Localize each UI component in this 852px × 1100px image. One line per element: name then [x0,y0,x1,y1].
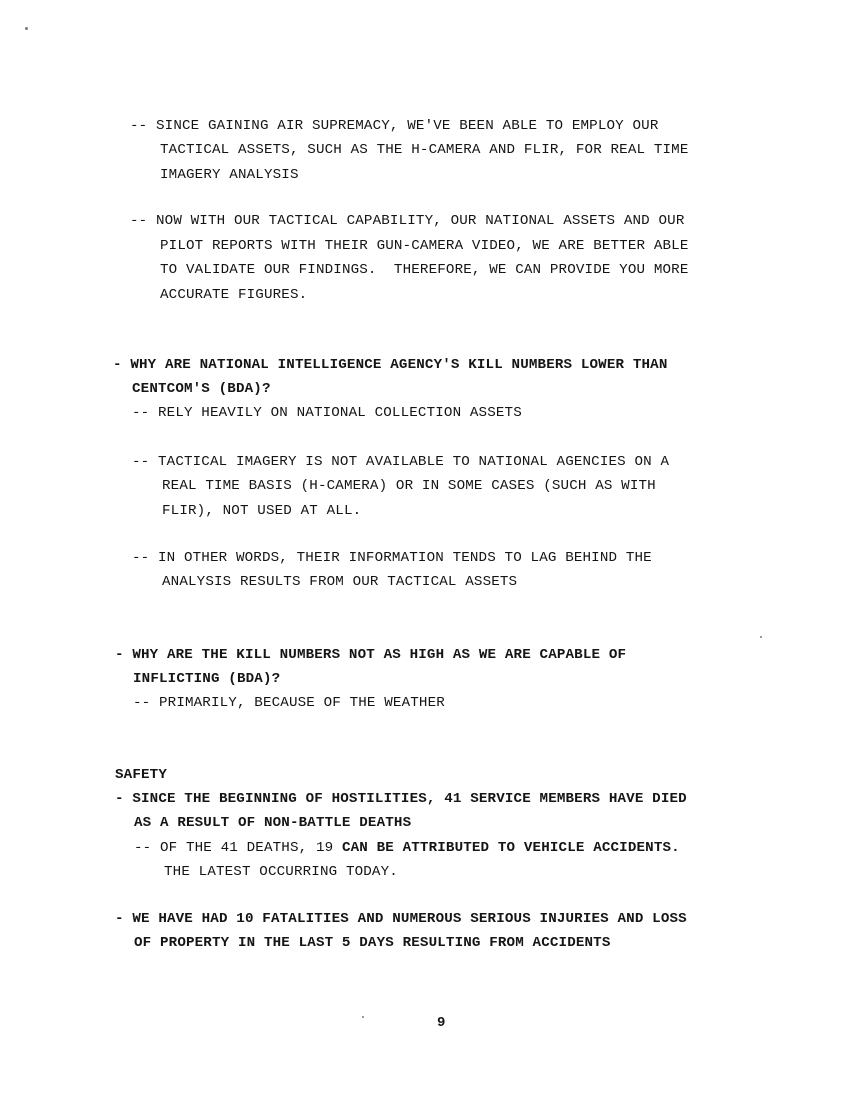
safety-vehicle-accidents-line-1 [134,840,680,856]
question-national-intelligence-line-2: CENTCOM'S (BDA)? [132,381,271,397]
bullet-air-supremacy-line-1: -- SINCE GAINING AIR SUPREMACY, WE'VE BEEN ABLE TO EMPLOY OUR [130,118,659,134]
answer-weather: -- PRIMARILY, BECAUSE OF THE WEATHER [133,695,445,711]
answer-rely-heavily: -- RELY HEAVILY ON NATIONAL COLLECTION ASSETS [132,405,522,421]
answer-other-words-line-1: -- IN OTHER WORDS, THEIR INFORMATION TENDS TO LAG BEHIND THE [132,550,652,566]
safety-fatalities-line-1: - WE HAVE HAD 10 FATALITIES AND NUMEROUS SERIOUS INJURIES AND LOSS [115,911,687,927]
scan-speck [25,27,28,30]
page-number: 9 [437,1015,446,1031]
bullet-tactical-capability-line-4: ACCURATE FIGURES. [160,287,308,303]
safety-deaths-line-1: - SINCE THE BEGINNING OF HOSTILITIES, 41 SERVICE MEMBERS HAVE DIED [115,791,687,807]
question-kill-numbers-line-1: - WHY ARE THE KILL NUMBERS NOT AS HIGH AS WE ARE CAPABLE OF [115,647,627,663]
scan-speck [760,636,762,638]
bullet-air-supremacy-line-3: IMAGERY ANALYSIS [160,167,299,183]
safety-deaths-line-2: AS A RESULT OF NON-BATTLE DEATHS [134,815,412,831]
answer-other-words-line-2: ANALYSIS RESULTS FROM OUR TACTICAL ASSETS [162,574,518,590]
bullet-tactical-capability-line-1: -- NOW WITH OUR TACTICAL CAPABILITY, OUR NATIONAL ASSETS AND OUR [130,213,685,229]
answer-tactical-imagery-line-3: FLIR), NOT USED AT ALL. [162,503,362,519]
safety-vehicle-accidents-emphasis: CAN BE ATTRIBUTED TO VEHICLE ACCIDENTS. [341,840,680,856]
answer-tactical-imagery-line-2: REAL TIME BASIS (H-CAMERA) OR IN SOME CASES (SUCH AS WITH [162,478,656,494]
answer-tactical-imagery-line-1: -- TACTICAL IMAGERY IS NOT AVAILABLE TO NATIONAL AGENCIES ON A [132,454,670,470]
question-kill-numbers-line-2: INFLICTING (BDA)? [133,671,281,687]
bullet-air-supremacy-line-2: TACTICAL ASSETS, SUCH AS THE H-CAMERA AND FLIR, FOR REAL TIME [160,142,689,158]
safety-fatalities-line-2: OF PROPERTY IN THE LAST 5 DAYS RESULTING FROM ACCIDENTS [134,935,611,951]
bullet-tactical-capability-line-3: TO VALIDATE OUR FINDINGS. THEREFORE, WE CAN PROVIDE YOU MORE [160,262,689,278]
safety-vehicle-accidents-line-2: THE LATEST OCCURRING TODAY. [164,864,398,880]
scan-speck [362,1016,364,1018]
safety-heading: SAFETY [115,767,167,783]
bullet-tactical-capability-line-2: PILOT REPORTS WITH THEIR GUN-CAMERA VIDEO, WE ARE BETTER ABLE [160,238,689,254]
safety-vehicle-accidents-prefix: -- OF THE 41 DEATHS, 19 [134,840,342,856]
question-national-intelligence-line-1: - WHY ARE NATIONAL INTELLIGENCE AGENCY'S KILL NUMBERS LOWER THAN [113,357,668,373]
